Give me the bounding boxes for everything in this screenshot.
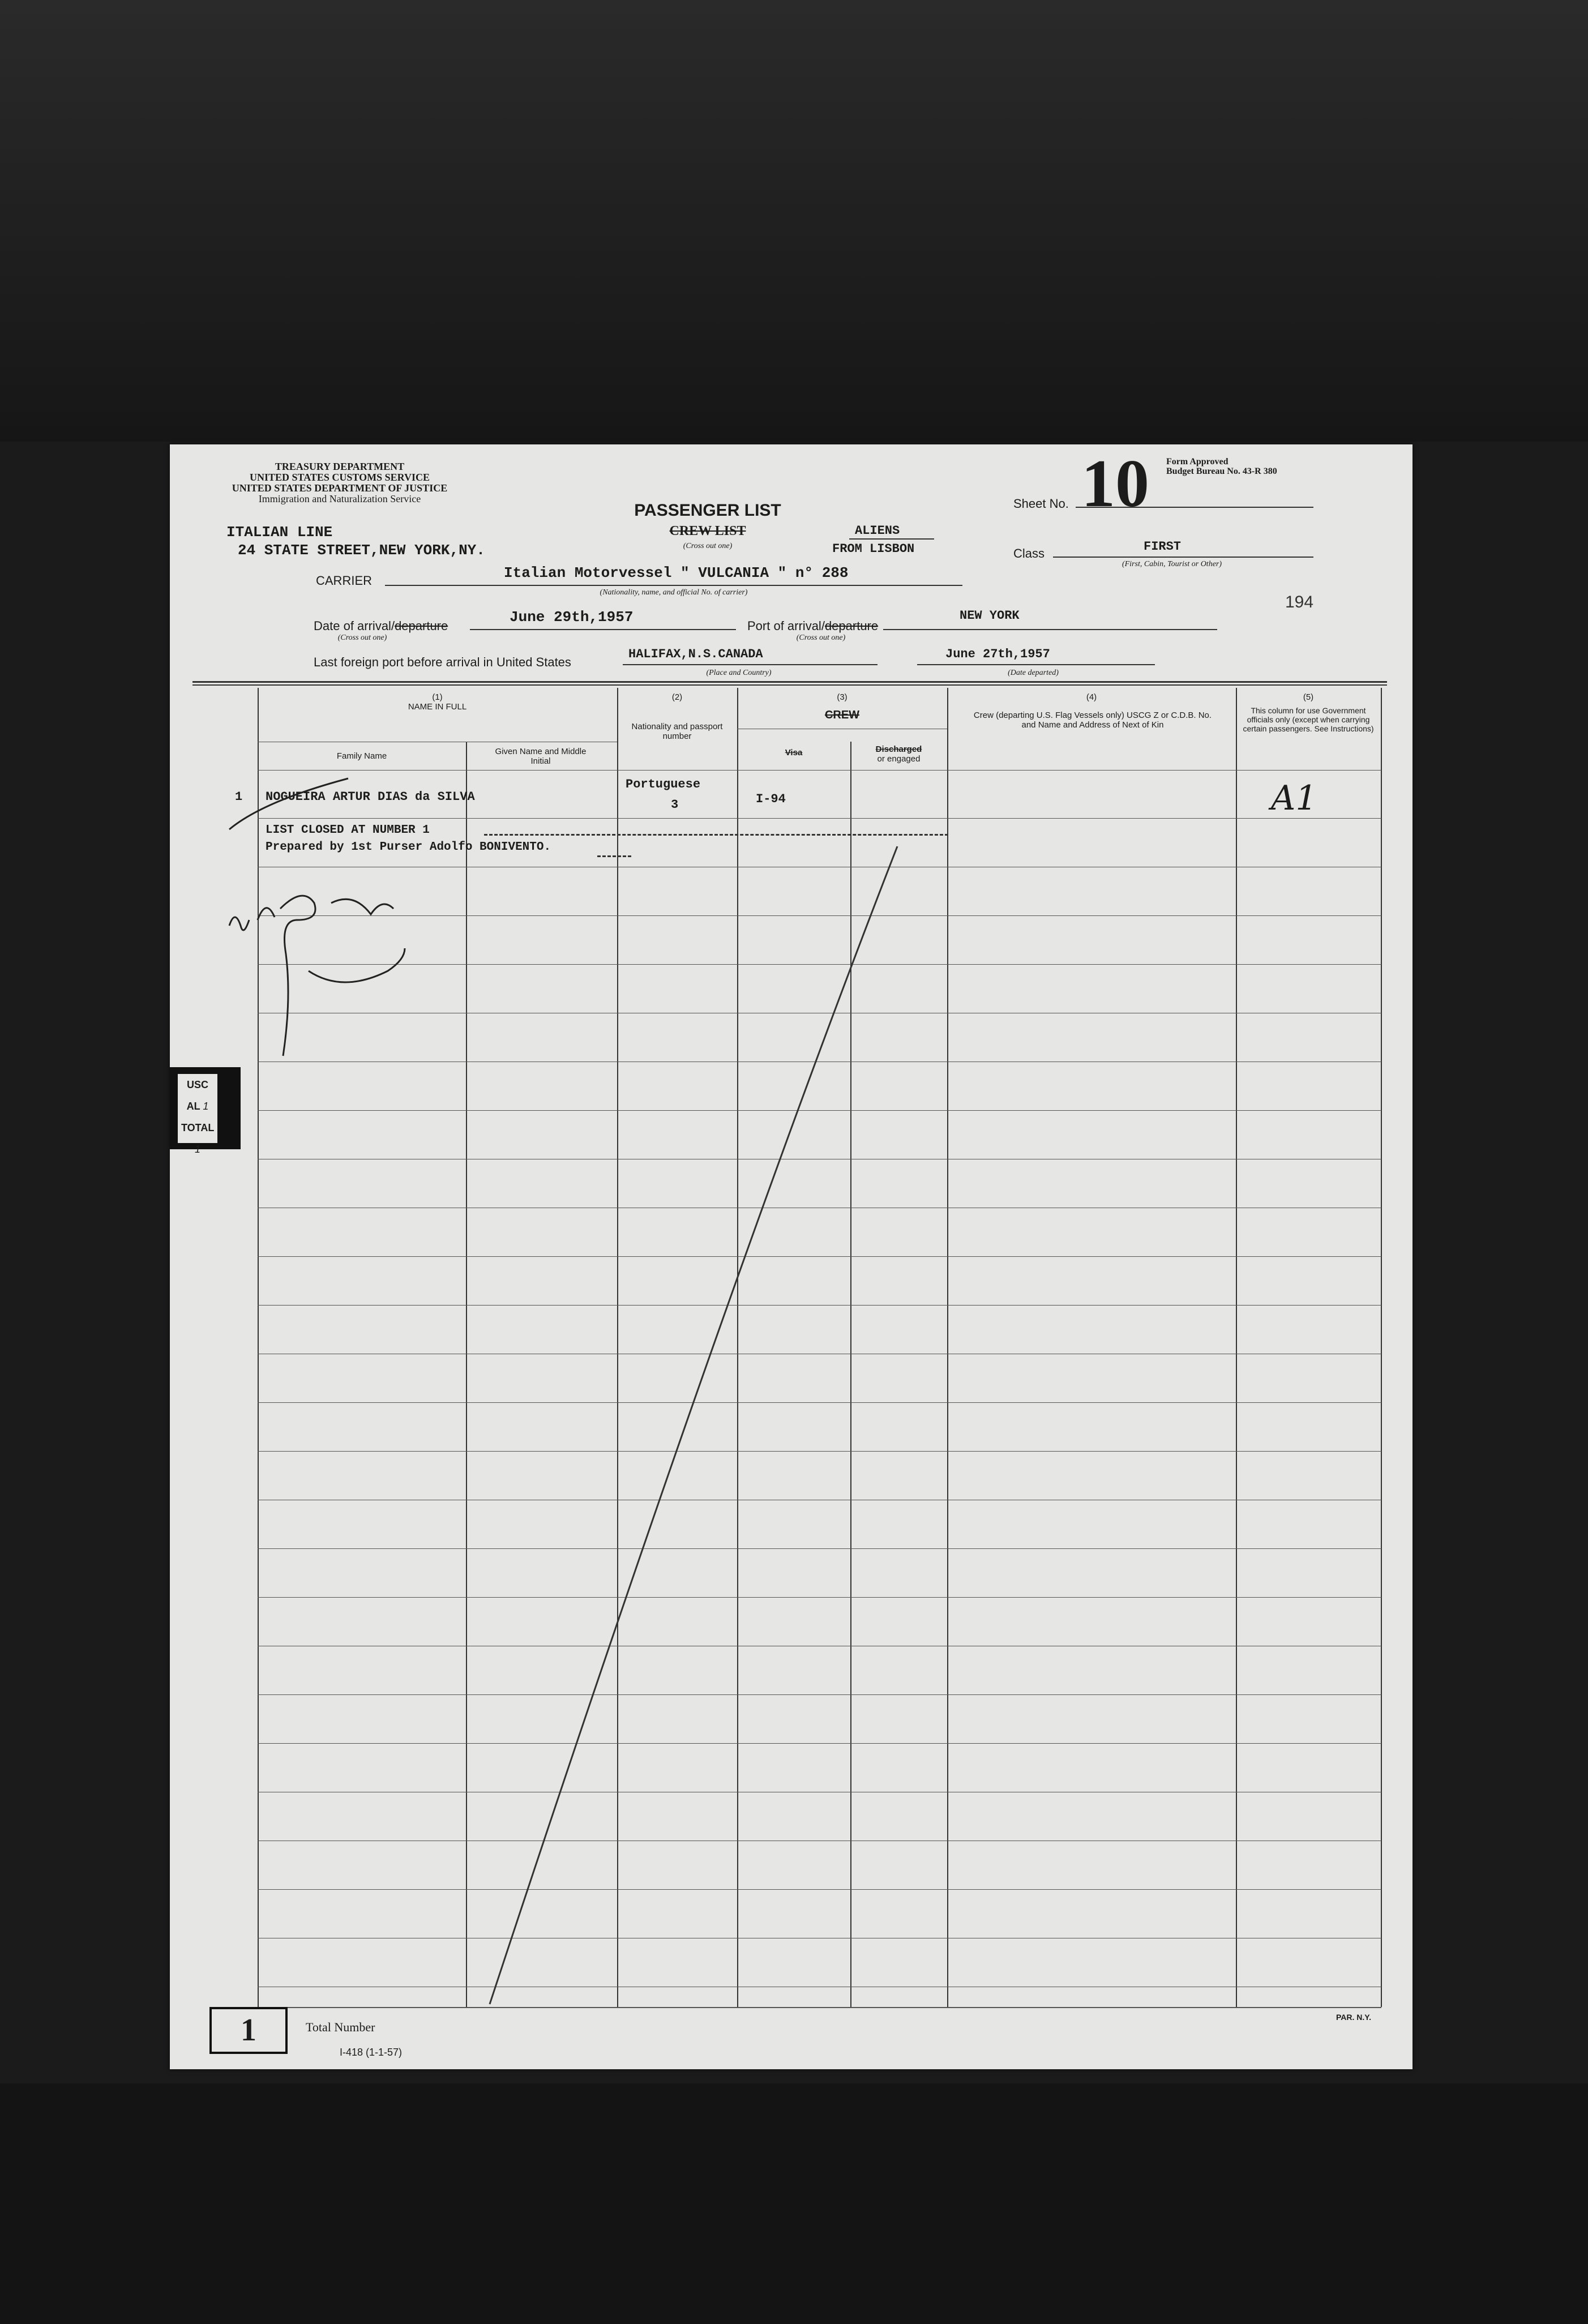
last-port-note: (Place and Country): [706, 669, 772, 677]
list-closed-line: LIST CLOSED AT NUMBER 1: [266, 824, 430, 837]
date-cross-note: (Cross out one): [337, 634, 387, 642]
passenger-passport: 3: [671, 798, 679, 812]
prepared-by-line: Prepared by 1st Purser Adolfo BONIVENTO.: [266, 841, 551, 854]
col2-header: Nationality and passport number: [631, 722, 723, 741]
stamp-line: USC: [186, 1079, 208, 1090]
carrier-note: (Nationality, name, and official No. of carrier): [600, 588, 748, 597]
sheet-number: 10: [1081, 446, 1149, 521]
carrier-company: ITALIAN LINE: [226, 524, 333, 541]
printer-mark: PAR. N.Y.: [1336, 2013, 1371, 2022]
departed-note: (Date departed): [1008, 669, 1059, 677]
total-number-label: Total Number: [306, 2020, 375, 2034]
passenger-list-form: [170, 444, 1412, 2069]
col3-num: (3): [837, 692, 847, 702]
form-code: I-418 (1-1-57): [340, 2047, 403, 2058]
official-mark: A1: [1271, 778, 1317, 818]
last-port-value: HALIFAX,N.S.CANADA: [628, 647, 763, 661]
row-number: 1: [235, 790, 243, 804]
port-cross-note: (Cross out one): [796, 634, 846, 642]
form-subtitle-struck: CREW LIST: [669, 524, 746, 538]
col1-header: (1) NAME IN FULL: [408, 692, 467, 712]
passenger-name: NOGUEIRA ARTUR DIAS da SILVA: [266, 790, 475, 804]
stamp-line: AL 1: [186, 1101, 209, 1112]
film-background-top: [0, 0, 1588, 442]
col4-header: Crew (departing U.S. Flag Vessels only) USCG Z or C.D.B. No. and Name and Address of Next of Kin: [973, 711, 1212, 730]
agency-line: Immigration and Naturalization Service: [258, 493, 421, 504]
agency-line: UNITED STATES DEPARTMENT OF JUSTICE: [232, 482, 448, 494]
stamp-number: 194: [1285, 593, 1314, 611]
class-label: Class: [1013, 546, 1045, 560]
passenger-visa: I-94: [756, 792, 786, 806]
col5-header: This column for use Government officials only (except when carrying certain passengers. See Instructions): [1243, 706, 1374, 733]
col3-header: CREW: [824, 709, 860, 721]
arrival-date-label: Date of arrival/departure: [314, 619, 448, 633]
carrier-label: CARRIER: [316, 573, 373, 588]
film-background-bottom: [0, 2083, 1588, 2324]
from-port: FROM LISBON: [832, 542, 915, 556]
class-note: (First, Cabin, Tourist or Other): [1122, 560, 1222, 568]
usc-stamp: [170, 1067, 241, 1155]
col3b-header: Discharged or engaged: [875, 744, 922, 764]
class-value: FIRST: [1144, 540, 1182, 554]
passenger-nationality: Portuguese: [626, 777, 701, 791]
total-number-box: 1: [209, 2007, 288, 2054]
cross-out-note: (Cross out one): [683, 542, 733, 550]
arrival-port-value: NEW YORK: [960, 609, 1020, 623]
agency-header: [192, 461, 487, 504]
arrival-date-value: June 29th,1957: [510, 609, 634, 626]
departed-value: June 27th,1957: [945, 647, 1050, 661]
form-approved-note: Form Approved Budget Bureau No. 43-R 380: [1166, 457, 1277, 476]
arrival-port-label: Port of arrival/departure: [747, 619, 879, 633]
stamp-line: TOTAL 1: [181, 1122, 214, 1155]
col5-num: (5): [1303, 692, 1314, 702]
col1b-header: Given Name and Middle Initial: [495, 747, 587, 766]
carrier-address: 24 STATE STREET,NEW YORK,NY.: [238, 542, 485, 559]
col3a-header: Visa: [785, 748, 803, 757]
last-port-label: Last foreign port before arrival in United States: [314, 655, 571, 669]
col2-num: (2): [671, 692, 683, 702]
carrier-value: Italian Motorvessel " VULCANIA " n° 288: [504, 564, 849, 581]
form-title: PASSENGER LIST: [634, 501, 781, 520]
passenger-table: [235, 688, 1381, 2007]
col4-num: (4): [1086, 692, 1097, 702]
aliens-label: ALIENS: [855, 524, 900, 538]
agency-line: UNITED STATES CUSTOMS SERVICE: [250, 472, 430, 483]
void-slash-line: [484, 829, 914, 2013]
col1a-header: Family Name: [336, 751, 387, 761]
sheet-label: Sheet No.: [1013, 497, 1069, 511]
agency-line: TREASURY DEPARTMENT: [275, 461, 405, 472]
